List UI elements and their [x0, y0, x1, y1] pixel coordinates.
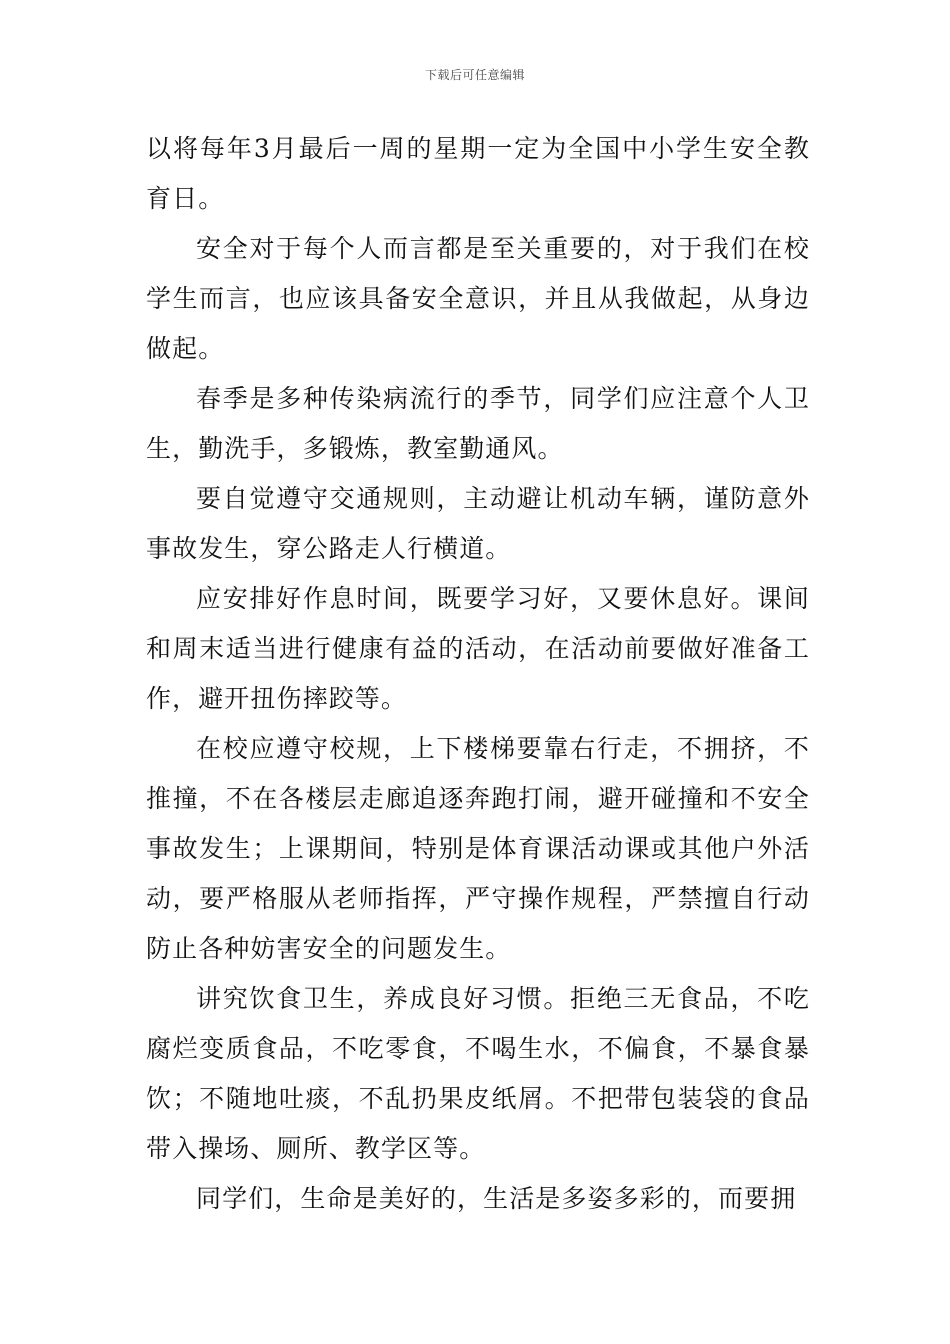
paragraph-1: 以将每年3月最后一周的星期一定为全国中小学生安全教育日。: [146, 134, 810, 213]
paragraph-4: 要自觉遵守交通规则，主动避让机动车辆，谨防意外事故发生，穿公路走人行横道。: [146, 484, 810, 563]
paragraph-3: 春季是多种传染病流行的季节，同学们应注意个人卫生，勤洗手，多锻炼，教室勤通风。: [146, 384, 810, 463]
paragraph-6: 在校应遵守校规，上下楼梯要靠右行走，不拥挤，不推撞，不在各楼层走廊追逐奔跑打闹，避开碰撞和不安全事故发生；上课期间，特别是体育课活动课或其他户外活动，要严格服从老师指挥，严守操作规程，严禁擅自行动防止各种妨害安全的问题发生。: [146, 734, 810, 963]
page-header: 下载后可任意编辑: [424, 68, 525, 82]
paragraph-5: 应安排好作息时间，既要学习好，又要休息好。课间和周末适当进行健康有益的活动，在活动前要做好准备工作，避开扭伤摔跤等。: [146, 584, 810, 713]
document-body: [146, 124, 810, 1224]
paragraph-8: 同学们，生命是美好的，生活是多姿多彩的，而要拥: [196, 1184, 797, 1213]
paragraph-2: 安全对于每个人而言都是至关重要的，对于我们在校学生而言，也应该具备安全意识，并且从我做起，从身边做起。: [146, 234, 810, 363]
paragraph-7: 讲究饮食卫生，养成良好习惯。拒绝三无食品，不吃腐烂变质食品，不吃零食，不喝生水，不偏食，不暴食暴饮；不随地吐痰，不乱扔果皮纸屑。不把带包装袋的食品带入操场、厕所、教学区等。: [146, 984, 810, 1163]
